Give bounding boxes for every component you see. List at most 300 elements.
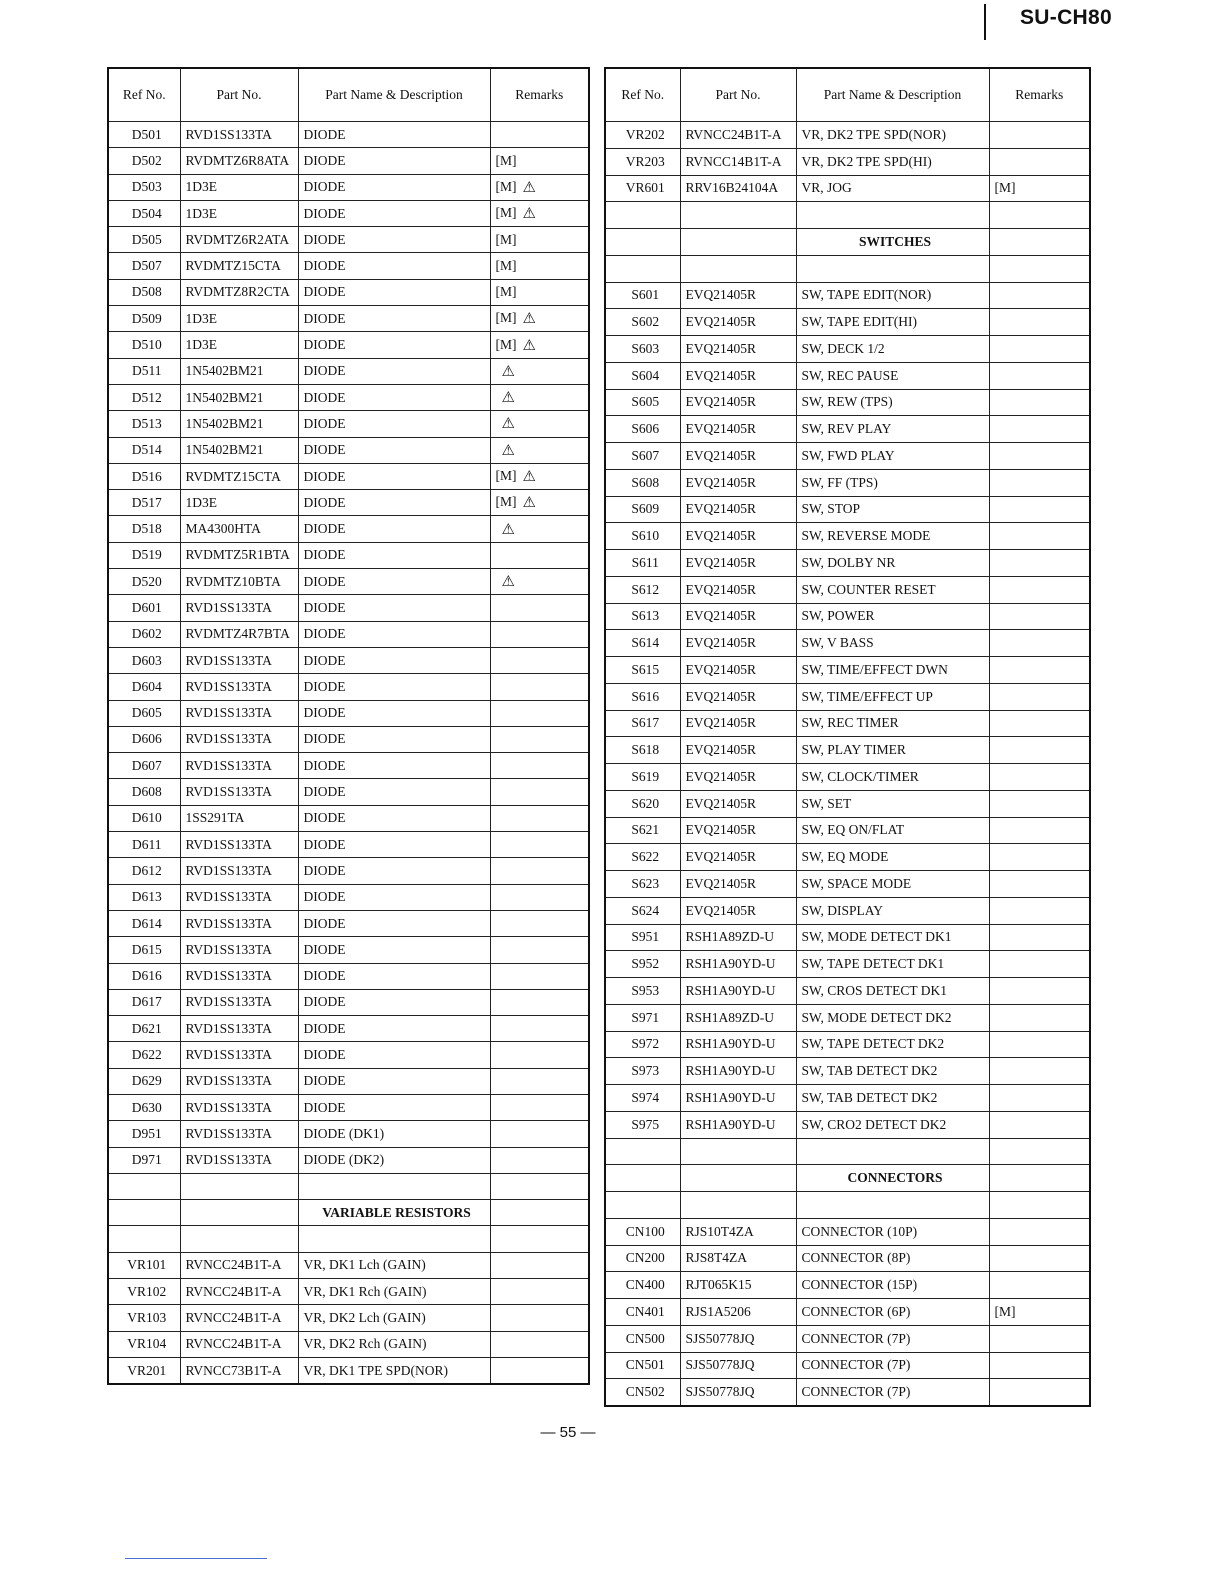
description-cell: SW, TAPE DETECT DK2 [796,1031,989,1058]
description-cell: SW, TAB DETECT DK2 [796,1058,989,1085]
part-no-cell: RSH1A90YD-U [680,1111,796,1138]
description-cell [796,255,989,282]
table-row [605,148,1090,175]
table-row [605,443,1090,470]
remarks-cell [490,805,589,831]
description-cell: SW, TAPE EDIT(NOR) [796,282,989,309]
table-header-row [605,68,1090,122]
table-row [108,384,589,410]
safety-warning-icon: ⚠ [501,390,515,407]
ref-cell: VR101 [108,1252,180,1278]
remarks-cell [490,1226,589,1252]
remarks-cell [989,1218,1090,1245]
remarks-cell [989,1379,1090,1406]
part-no-cell: RVNCC24B1T-A [180,1305,298,1331]
remarks-cell [989,202,1090,229]
description-cell: VR, JOG [796,175,989,202]
page-number: — 55 — [540,1424,596,1441]
table-row [605,630,1090,657]
remarks-cell [989,710,1090,737]
part-no-cell: RVD1SS133TA [180,647,298,673]
part-no-cell: EVQ21405R [680,443,796,470]
remarks-cell [490,569,589,595]
section-heading: SWITCHES [796,229,989,256]
part-no-cell: RSH1A89ZD-U [680,924,796,951]
ref-cell [605,202,680,229]
ref-cell: CN100 [605,1218,680,1245]
table-row [108,253,589,279]
remarks-cell [989,1138,1090,1165]
remarks-cell [989,844,1090,871]
remarks-cell [989,175,1090,202]
ref-cell: D507 [108,253,180,279]
part-no-cell [680,202,796,229]
empty-cell [180,1200,298,1226]
part-no-cell: RVDMTZ8R2CTA [180,279,298,305]
safety-warning-icon: ⚠ [522,206,536,223]
part-no-cell: RVD1SS133TA [180,1094,298,1120]
description-cell: SW, REW (TPS) [796,389,989,416]
table-row [108,647,589,673]
safety-warning-icon: ⚠ [522,337,536,354]
ref-cell: D611 [108,832,180,858]
ref-cell: VR601 [605,175,680,202]
remarks-cell [989,737,1090,764]
table-row [108,805,589,831]
description-cell: VR, DK1 Rch (GAIN) [298,1279,490,1305]
ref-cell: S623 [605,871,680,898]
description-cell: DIODE (DK1) [298,1121,490,1147]
description-cell: VR, DK2 Rch (GAIN) [298,1331,490,1357]
remarks-cell [490,384,589,410]
table-row [108,490,589,516]
description-cell [796,1138,989,1165]
remarks-cell [490,753,589,779]
part-no-cell: EVQ21405R [680,336,796,363]
remarks-cell [989,336,1090,363]
table-row [605,175,1090,202]
parts-table-right-body [605,122,1090,1407]
table-row [108,700,589,726]
section-heading: VARIABLE RESISTORS [298,1200,490,1226]
ref-cell: S953 [605,978,680,1005]
part-no-cell [680,1138,796,1165]
table-row [108,884,589,910]
empty-cell [108,1200,180,1226]
part-no-cell: RVDMTZ10BTA [180,569,298,595]
table-row [605,496,1090,523]
ref-cell: D516 [108,463,180,489]
description-cell: CONNECTOR (7P) [796,1379,989,1406]
description-cell: DIODE [298,253,490,279]
part-no-cell: 1D3E [180,490,298,516]
remarks-cell [989,817,1090,844]
description-cell [298,1173,490,1199]
part-no-cell: SJS50778JQ [680,1325,796,1352]
remarks-cell [989,1272,1090,1299]
ref-cell: S615 [605,657,680,684]
part-no-cell: EVQ21405R [680,737,796,764]
table-row [108,306,589,332]
remarks-text: [M] [495,178,517,194]
empty-cell [989,229,1090,256]
part-no-cell: RVNCC14B1T-A [680,148,796,175]
ref-cell: D512 [108,384,180,410]
remarks-cell [490,647,589,673]
section-heading: CONNECTORS [796,1165,989,1192]
table-row [108,358,589,384]
description-cell: SW, REC TIMER [796,710,989,737]
ref-cell: D614 [108,910,180,936]
description-cell: DIODE [298,358,490,384]
description-cell: SW, DOLBY NR [796,550,989,577]
table-row [108,910,589,936]
table-row [108,1279,589,1305]
safety-warning-icon: ⚠ [522,179,536,196]
part-no-cell: RVD1SS133TA [180,1147,298,1173]
remarks-cell [490,437,589,463]
part-no-cell: EVQ21405R [680,550,796,577]
remarks-cell [490,332,589,358]
ref-cell: S617 [605,710,680,737]
ref-cell [605,255,680,282]
part-no-cell: RVDMTZ6R8ATA [180,148,298,174]
remarks-cell [490,1121,589,1147]
part-no-cell: EVQ21405R [680,657,796,684]
col-header-part: Part No. [180,68,298,122]
part-no-cell: EVQ21405R [680,630,796,657]
description-cell: DIODE [298,805,490,831]
ref-cell: S614 [605,630,680,657]
table-row [108,227,589,253]
ref-cell: D607 [108,753,180,779]
table-row [108,1121,589,1147]
description-cell: DIODE [298,411,490,437]
part-no-cell: EVQ21405R [680,496,796,523]
remarks-cell [490,148,589,174]
ref-cell: D621 [108,1016,180,1042]
ref-cell: CN401 [605,1299,680,1326]
part-no-cell: RVD1SS133TA [180,1016,298,1042]
ref-cell: D608 [108,779,180,805]
table-row [605,1218,1090,1245]
ref-cell: S606 [605,416,680,443]
part-no-cell: RSH1A90YD-U [680,1058,796,1085]
part-no-cell: EVQ21405R [680,871,796,898]
ref-cell: D630 [108,1094,180,1120]
remarks-cell [989,657,1090,684]
part-no-cell: EVQ21405R [680,764,796,791]
description-cell: SW, DECK 1/2 [796,336,989,363]
description-cell: DIODE [298,490,490,516]
table-row [605,1138,1090,1165]
part-no-cell: 1D3E [180,332,298,358]
remarks-cell [490,1147,589,1173]
table-row [605,1004,1090,1031]
part-no-cell: RVD1SS133TA [180,674,298,700]
empty-cell [605,229,680,256]
ref-cell: VR202 [605,122,680,149]
remarks-cell [490,779,589,805]
table-row [605,871,1090,898]
remarks-cell [989,978,1090,1005]
description-cell: DIODE [298,1068,490,1094]
ref-cell: D519 [108,542,180,568]
remarks-cell [490,832,589,858]
table-row [108,1173,589,1199]
remarks-cell [989,1352,1090,1379]
part-no-cell: EVQ21405R [680,844,796,871]
table-row [108,1226,589,1252]
part-no-cell: RVD1SS133TA [180,595,298,621]
part-no-cell: EVQ21405R [680,576,796,603]
description-cell: SW, SPACE MODE [796,871,989,898]
empty-cell [680,1165,796,1192]
part-no-cell: RJT065K15 [680,1272,796,1299]
description-cell: SW, PLAY TIMER [796,737,989,764]
table-row [605,817,1090,844]
part-no-cell [680,1192,796,1219]
ref-cell: D502 [108,148,180,174]
description-cell: DIODE [298,542,490,568]
description-cell: DIODE [298,463,490,489]
ref-cell: S622 [605,844,680,871]
description-cell: DIODE [298,753,490,779]
description-cell: DIODE [298,700,490,726]
remarks-cell [490,279,589,305]
empty-cell [989,1165,1090,1192]
ref-cell: D629 [108,1068,180,1094]
part-no-cell [680,255,796,282]
description-cell: SW, TIME/EFFECT UP [796,683,989,710]
table-row [605,1299,1090,1326]
ref-cell: D509 [108,306,180,332]
part-no-cell: 1N5402BM21 [180,411,298,437]
description-cell: VR, DK2 TPE SPD(HI) [796,148,989,175]
table-row [108,174,589,200]
remarks-text: [M] [495,231,517,247]
remarks-cell [989,1058,1090,1085]
remarks-cell [490,1279,589,1305]
remarks-cell [989,496,1090,523]
remarks-cell [989,1031,1090,1058]
part-no-cell: RVDMTZ4R7BTA [180,621,298,647]
ref-cell: S621 [605,817,680,844]
table-row [108,1068,589,1094]
table-row [605,1058,1090,1085]
table-row [605,550,1090,577]
description-cell: DIODE [298,989,490,1015]
parts-table-left-body [108,122,589,1385]
ref-cell: D601 [108,595,180,621]
ref-cell: D610 [108,805,180,831]
table-row [108,753,589,779]
part-no-cell: MA4300HTA [180,516,298,542]
remarks-cell [490,306,589,332]
description-cell: DIODE [298,858,490,884]
parts-table-right [604,67,1091,1407]
table-row [605,1325,1090,1352]
remarks-cell [490,963,589,989]
description-cell: SW, TAPE DETECT DK1 [796,951,989,978]
ref-cell: S610 [605,523,680,550]
remarks-cell [490,989,589,1015]
table-row [108,1357,589,1384]
remarks-cell [490,1094,589,1120]
part-no-cell: RVD1SS133TA [180,1121,298,1147]
safety-warning-icon: ⚠ [501,574,515,591]
description-cell: SW, MODE DETECT DK1 [796,924,989,951]
part-no-cell: SJS50778JQ [680,1379,796,1406]
description-cell: SW, STOP [796,496,989,523]
remarks-cell [989,309,1090,336]
table-row [108,1331,589,1357]
remarks-cell [989,897,1090,924]
description-cell: VR, DK2 TPE SPD(NOR) [796,122,989,149]
remarks-cell [490,1305,589,1331]
ref-cell: D612 [108,858,180,884]
ref-cell: CN400 [605,1272,680,1299]
part-no-cell: RVD1SS133TA [180,1068,298,1094]
ref-cell: S951 [605,924,680,951]
ref-cell: S972 [605,1031,680,1058]
table-row [108,200,589,226]
table-row [108,621,589,647]
remarks-cell [490,411,589,437]
ref-cell: S616 [605,683,680,710]
table-row [605,1111,1090,1138]
remarks-text: [M] [495,468,517,483]
part-no-cell: RVDMTZ15CTA [180,253,298,279]
safety-warning-icon: ⚠ [501,363,515,380]
part-no-cell: EVQ21405R [680,309,796,336]
remarks-cell [989,523,1090,550]
part-no-cell: RVD1SS133TA [180,858,298,884]
table-row [605,924,1090,951]
remarks-cell [490,884,589,910]
description-cell: SW, FWD PLAY [796,443,989,470]
table-row [605,978,1090,1005]
part-no-cell [180,1226,298,1252]
description-cell: SW, DISPLAY [796,897,989,924]
ref-cell: S613 [605,603,680,630]
remarks-cell [989,603,1090,630]
description-cell: CONNECTOR (6P) [796,1299,989,1326]
empty-cell [490,1200,589,1226]
table-row [108,963,589,989]
remarks-cell [490,674,589,700]
description-cell: VR, DK2 Lch (GAIN) [298,1305,490,1331]
ref-cell: D508 [108,279,180,305]
remarks-cell [490,463,589,489]
table-row [108,122,589,148]
description-cell: DIODE [298,174,490,200]
table-row [605,389,1090,416]
part-no-cell: EVQ21405R [680,362,796,389]
table-row [605,844,1090,871]
ref-cell: CN502 [605,1379,680,1406]
ref-cell: S604 [605,362,680,389]
remarks-cell [989,790,1090,817]
ref-cell: VR104 [108,1331,180,1357]
ref-cell: D615 [108,937,180,963]
col-header-desc: Part Name & Description [796,68,989,122]
description-cell: DIODE [298,726,490,752]
description-cell: SW, MODE DETECT DK2 [796,1004,989,1031]
header-divider [984,4,986,40]
ref-cell: D951 [108,1121,180,1147]
table-row [605,951,1090,978]
description-cell: DIODE [298,621,490,647]
remarks-cell [989,443,1090,470]
remarks-text: [M] [495,284,517,300]
table-row [605,202,1090,229]
table-row [605,1192,1090,1219]
remarks-cell [989,1299,1090,1326]
scan-artifact-line [125,1558,267,1559]
remarks-text: [M] [495,336,517,352]
remarks-cell [490,542,589,568]
description-cell: DIODE [298,647,490,673]
table-row [605,603,1090,630]
ref-cell [108,1226,180,1252]
ref-cell: S603 [605,336,680,363]
description-cell: VR, DK1 TPE SPD(NOR) [298,1357,490,1384]
ref-cell: D511 [108,358,180,384]
part-no-cell: RSH1A89ZD-U [680,1004,796,1031]
remarks-cell [490,1252,589,1278]
remarks-cell [490,910,589,936]
table-row [605,255,1090,282]
table-row [108,858,589,884]
part-no-cell: 1N5402BM21 [180,384,298,410]
part-no-cell: RVD1SS133TA [180,832,298,858]
table-row [605,790,1090,817]
ref-cell: S605 [605,389,680,416]
safety-warning-icon: ⚠ [501,416,515,433]
part-no-cell: RSH1A90YD-U [680,1031,796,1058]
ref-cell [108,1173,180,1199]
part-no-cell: RVD1SS133TA [180,726,298,752]
safety-warning-icon: ⚠ [522,469,536,485]
ref-cell: D617 [108,989,180,1015]
description-cell: CONNECTOR (8P) [796,1245,989,1272]
table-row [108,1094,589,1120]
table-row [605,1272,1090,1299]
description-cell: CONNECTOR (15P) [796,1272,989,1299]
table-row [108,332,589,358]
description-cell: DIODE [298,279,490,305]
ref-cell: VR201 [108,1357,180,1384]
col-header-remarks: Remarks [989,68,1090,122]
part-no-cell: RVD1SS133TA [180,884,298,910]
ref-cell: D518 [108,516,180,542]
remarks-cell [989,764,1090,791]
ref-cell: D602 [108,621,180,647]
remarks-text: [M] [994,1303,1016,1319]
parts-table-left [107,67,590,1385]
table-header-row [108,68,589,122]
remarks-cell [490,1331,589,1357]
part-no-cell: SJS50778JQ [680,1352,796,1379]
description-cell: DIODE [298,884,490,910]
table-row [108,1147,589,1173]
table-row [108,516,589,542]
description-cell: SW, SET [796,790,989,817]
ref-cell: S620 [605,790,680,817]
description-cell: DIODE [298,516,490,542]
table-row [108,674,589,700]
